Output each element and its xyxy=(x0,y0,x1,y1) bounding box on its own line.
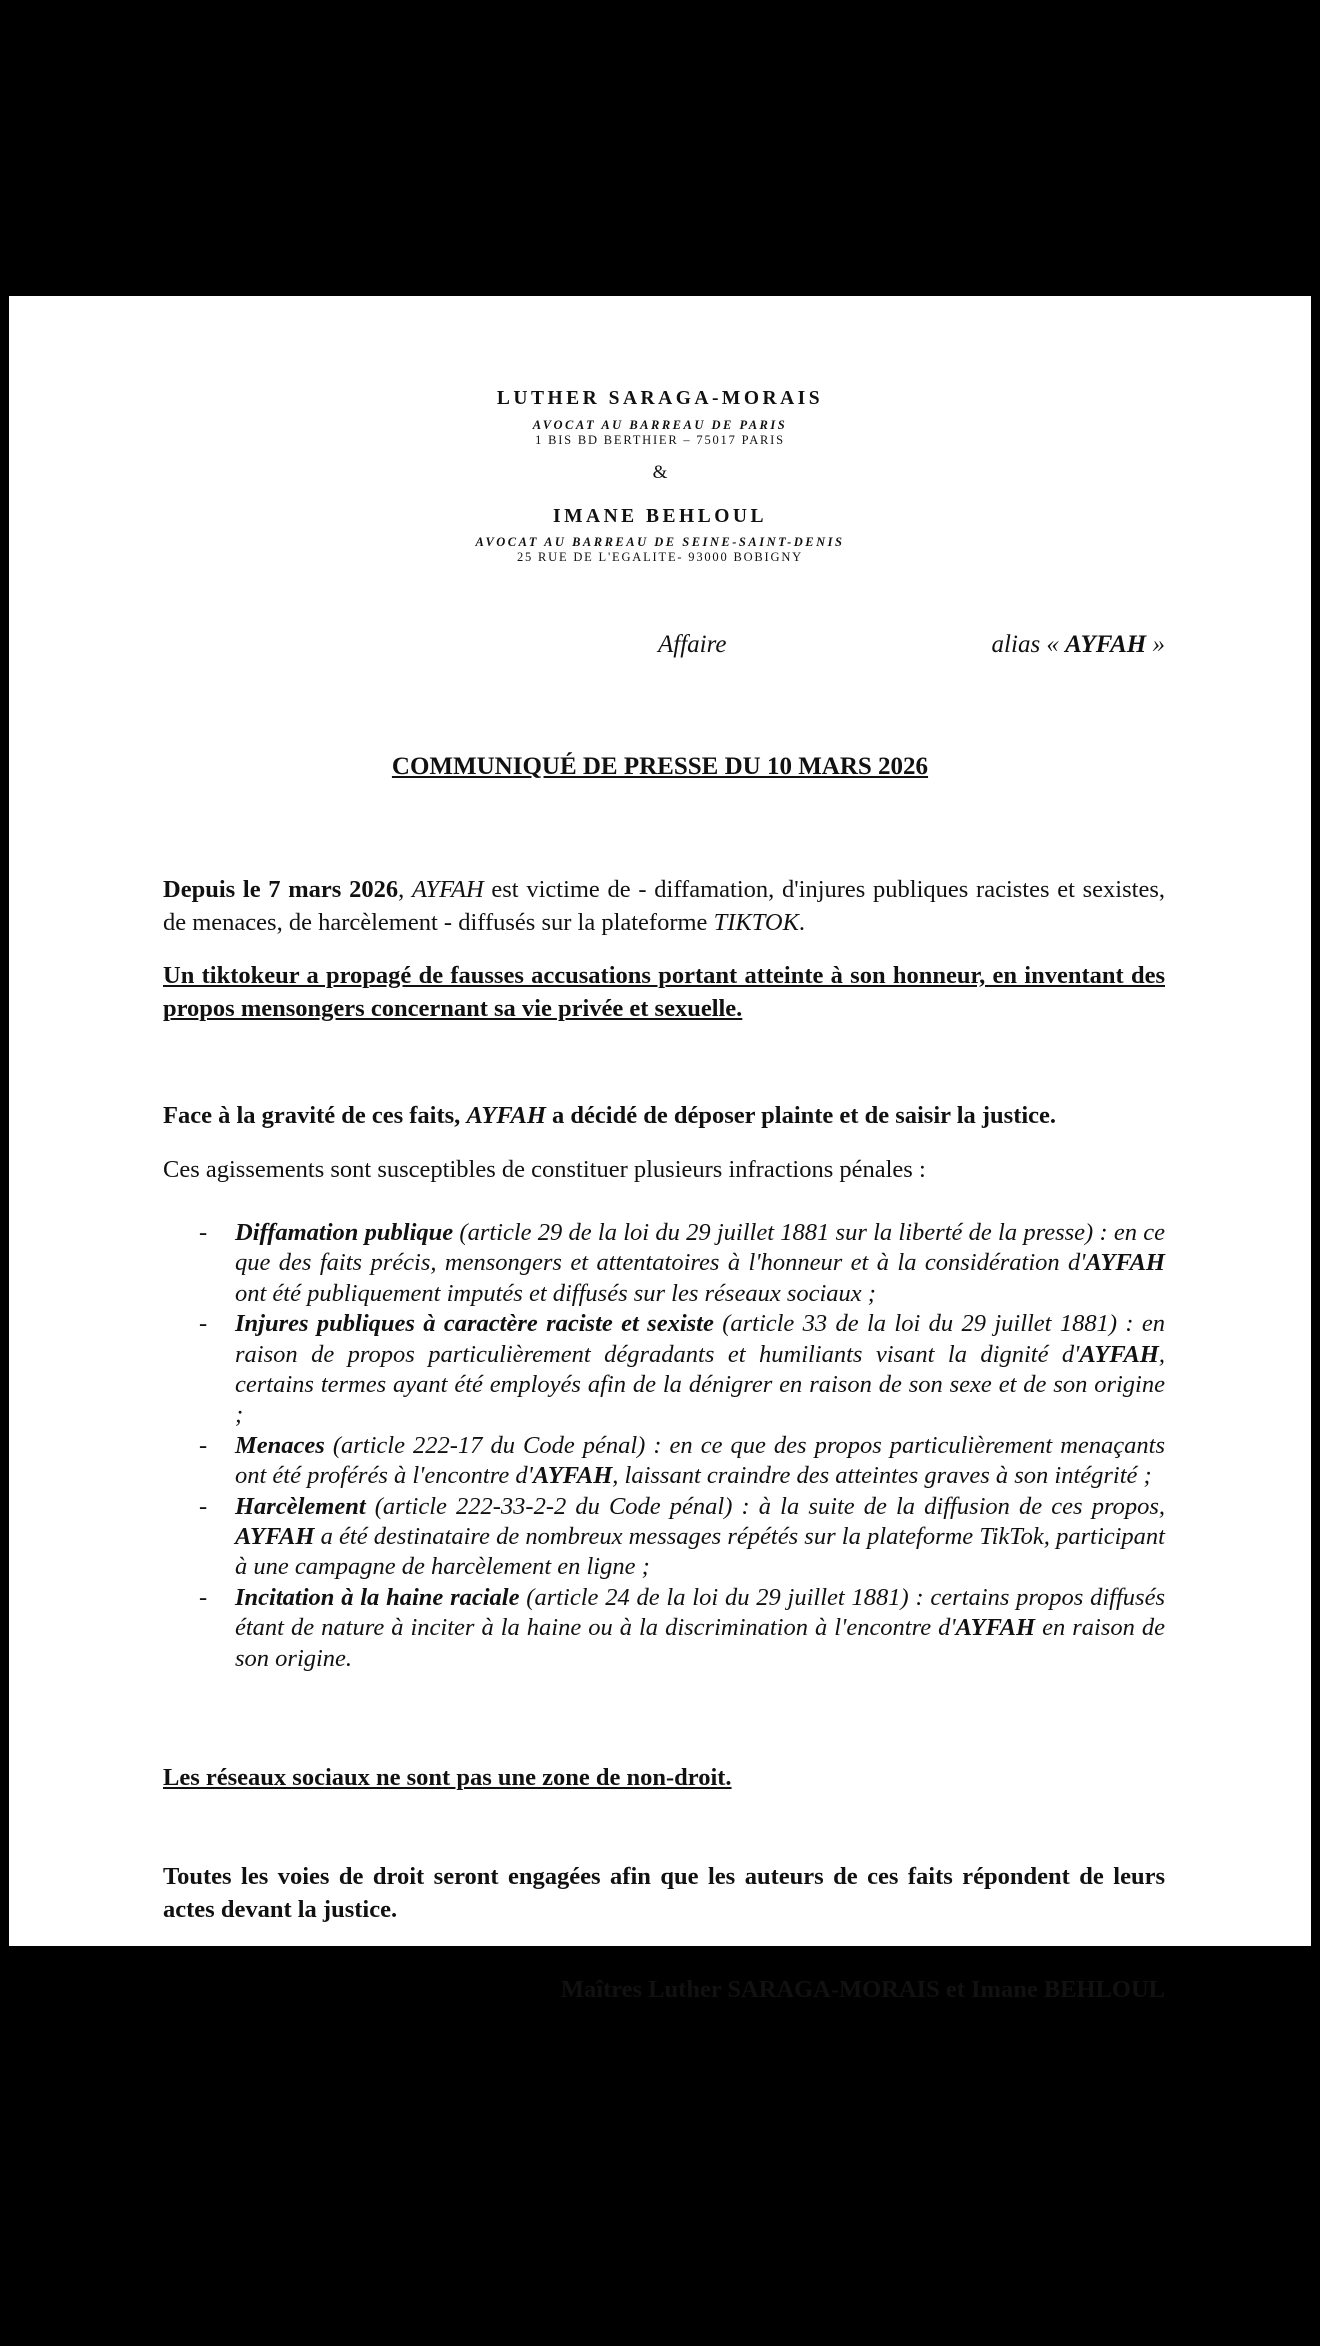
intro-date: Depuis le 7 mars 2026 xyxy=(163,876,399,903)
lawyer1-name: LUTHER SARAGA-MORAIS xyxy=(496,388,824,409)
infraction-term: Diffamation publique xyxy=(235,1219,454,1246)
decision-pre: Face à la gravité de ces faits, xyxy=(163,1102,467,1129)
infraction-name: AYFAH xyxy=(1085,1249,1165,1277)
paragraph-infractions-intro: Ces agissements sont susceptibles de constituer plusieurs infractions pénales : xyxy=(163,1156,926,1183)
list-item xyxy=(199,1583,1165,1674)
intro-text: est victime de - diffamation, d'injures publiques racistes et sexistes, de menaces, de harcèlement - diffusés sur la plateforme xyxy=(163,876,1165,936)
infraction-name: AYFAH xyxy=(235,1523,315,1551)
infraction-text: (article 222-17 du Code pénal) : en ce que des propos particulièrement menaçants ont été proférés à l'encontre d' xyxy=(235,1431,1165,1490)
affaire-label: Affaire xyxy=(658,631,727,658)
lawyer2-address: 25 RUE DE L'EGALITE- 93000 BOBIGNY xyxy=(517,550,803,564)
list-item xyxy=(199,1309,1165,1431)
signature: Maîtres Luther SARAGA-MORAIS et Imane BEHLOUL xyxy=(560,1976,1165,2003)
infraction-name: AYFAH xyxy=(532,1462,613,1490)
infraction-term: Incitation à la haine raciale xyxy=(235,1583,520,1611)
infraction-name: AYFAH xyxy=(955,1614,1036,1642)
paragraph-intro xyxy=(163,873,1165,939)
decision-post: a décidé de déposer plainte et de saisir la justice. xyxy=(545,1102,1057,1129)
lawyer2-title: AVOCAT AU BARREAU DE SEINE-SAINT-DENIS xyxy=(475,535,845,549)
alias-suffix: » xyxy=(1146,631,1165,658)
decision-name: AYFAH xyxy=(466,1102,546,1129)
paragraph-accusation: Un tiktokeur a propagé de fausses accusations portant atteinte à son honneur, en inventant des propos mensongers concernant sa vie privée et sexuelle. xyxy=(163,962,1165,1022)
intro-platform: TIKTOK xyxy=(713,909,799,936)
infraction-text: , laissant craindre des atteintes graves à son intégrité ; xyxy=(612,1462,1152,1490)
lawyer1-title: AVOCAT AU BARREAU DE PARIS xyxy=(532,418,788,432)
statement: Les réseaux sociaux ne sont pas une zone de non-droit. xyxy=(163,1764,732,1791)
headline: COMMUNIQUÉ DE PRESSE DU 10 MARS 2026 xyxy=(391,753,929,780)
list-item xyxy=(199,1492,1165,1583)
infraction-name: AYFAH xyxy=(1079,1340,1159,1368)
infraction-text: ont été publiquement imputés et diffusés sur les réseaux sociaux ; xyxy=(235,1279,876,1307)
infraction-term: Injures publiques à caractère raciste et sexiste xyxy=(235,1310,714,1338)
alias-name: AYFAH xyxy=(1065,631,1147,658)
infraction-text: a été destinataire de nombreux messages répétés sur la plateforme TikTok, participant à une campagne de harcèlement en ligne ; xyxy=(235,1523,1165,1581)
infractions-list xyxy=(199,1218,1165,1674)
paragraph-decision xyxy=(163,1099,1165,1132)
list-dash: - xyxy=(199,1431,208,1459)
lawyer1-address: 1 BIS BD BERTHIER – 75017 PARIS xyxy=(535,433,785,447)
list-dash: - xyxy=(199,1310,208,1338)
ampersand: & xyxy=(652,462,668,483)
conclusion: Toutes les voies de droit seront engagées afin que les auteurs de ces faits répondent de leurs actes devant la justice. xyxy=(163,1863,1165,1923)
list-item xyxy=(199,1431,1165,1492)
infraction-text: (article 222-33-2-2 du Code pénal) : à la suite de la diffusion de ces propos, xyxy=(365,1492,1165,1520)
intro-comma: , xyxy=(398,876,412,903)
lawyer2-name: IMANE BEHLOUL xyxy=(553,506,767,527)
list-dash: - xyxy=(199,1492,208,1520)
list-dash: - xyxy=(199,1219,208,1246)
intro-name: AYFAH xyxy=(411,876,484,903)
alias-prefix: alias « xyxy=(991,631,1066,658)
list-dash: - xyxy=(199,1583,208,1611)
intro-end: . xyxy=(798,909,806,936)
infraction-term: Harcèlement xyxy=(235,1492,366,1520)
infraction-text: (article 29 de la loi du 29 juillet 1881 sur la liberté de la presse) : en ce que des faits précis, mensongers et attentatoires à l'honneur et à la considération d' xyxy=(235,1219,1165,1277)
infraction-text: (article 24 de la loi du 29 juillet 1881) : certains propos diffusés étant de nature à inciter à la haine ou à la discrimination à l'encontre d' xyxy=(235,1583,1165,1642)
affaire-alias xyxy=(992,631,1165,659)
infraction-text: (article 33 de la loi du 29 juillet 1881) : en raison de propos particulièrement dégradants et humiliants visant la dignité d' xyxy=(235,1310,1165,1368)
infraction-text: , certains termes ayant été employés afin de la dénigrer en raison de son sexe et de son origine ; xyxy=(235,1340,1165,1429)
press-release-page xyxy=(9,296,1311,2003)
list-item xyxy=(199,1218,1165,1309)
infraction-term: Menaces xyxy=(235,1431,325,1459)
infraction-text: en raison de son origine. xyxy=(235,1614,1165,1672)
